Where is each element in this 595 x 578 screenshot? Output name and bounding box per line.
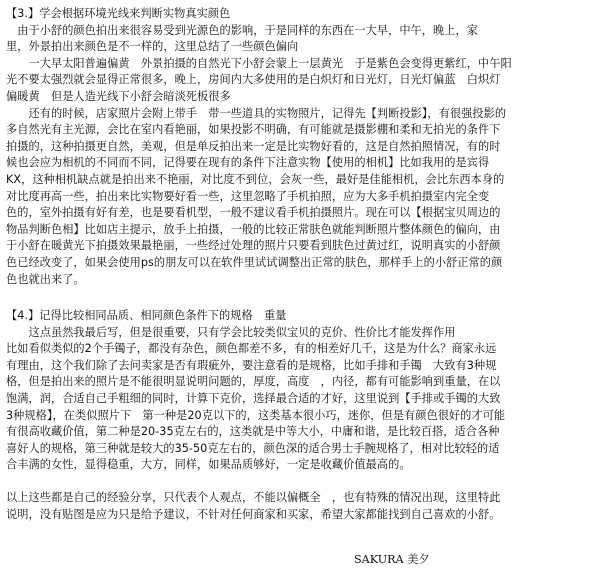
text-line: 还有的时候，店家照片会附上带手 带一些道具的实物照片，记得先【判断投影】，有很强投影的 [6,106,507,120]
text-line: 3种规格】，在类似照片下 第一种是20克以下的，这类基本很小巧，迷你，但是有颜色很好的才可能 [6,408,506,422]
section-4 [6,308,592,474]
text-line: 有很高收藏价值，第二种是20-35克左右的，这类就是中等大小，中庸和谐，是比较百搭，适合各种 [6,425,500,439]
text-line: 物品判断色相】比如店主提示，放手上拍摄，一般的比较正常肤色就能判断照片整体颜色的偏向，由 [6,222,501,236]
text-line: KX，这种相机缺点就是拍出来不艳丽，对比度不到位，会灰一些，最好是佳能相机，会比东西本身的 [6,172,505,186]
text-line: 色也就出来了。 [6,272,85,286]
text-line: 色已经改变了，如果会使用ps的朋友可以在软件里试试调整出正常的肤色，那样手上的小舒正常的颜 [6,255,503,269]
text-line: 里，外景拍出来颜色是不一样的，这里总结了一些颜色偏向 [6,40,299,54]
section-gap [6,288,592,308]
text-line: 有理由，这个我们除了去问卖家是否有瑕疵外，要注意看的是规格，比如手排和手镯 大致有3种规 [6,358,497,372]
text-line: 喜好人的规格，第三种就是较大的35-50克左右的，颜色深的适合男士手腕规格了，相对比较轻的适 [6,441,500,455]
text-line: 对比度再高一些，拍出来比实物要好看一些，这里忽略了手机拍照，应为大多手机拍摄室内完全变 [6,189,490,203]
section-3-heading: 【3.】学会根据环境光线来判断实物真实颜色 [6,7,231,20]
section-4-heading: 【4.】记得比较相同品质、相同颜色条件下的规格 重量 [6,309,287,323]
text-line: 说明，没有贴图是应为只是给予建议，不针对任何商家和买家，希望大家都能找到自己喜欢的小舒。 [6,507,501,521]
text-line: 候也会应为相机的不同而不同，记得要在现有的条件下注意实物【使用的相机】比如我用的是宾得 [6,156,490,170]
article-body [6,6,592,523]
section-3 [6,6,592,288]
text-line: 饱满，润，合适自己手粗细的同时，计算下克价，选择最合适的才好，这里说到【手排或手镯的大致 [6,392,501,406]
text-line: 色的，室外拍摄有好有差，也是要看机型，一般不建议看手机拍摄照片。现在可以【根据宝贝周边的 [6,206,501,220]
closing-paragraph [6,490,592,523]
text-line: 以上这些都是自己的经验分享，只代表个人观点，不能以偏概全 ，也有特殊的情况出现，这里特此 [6,491,501,505]
text-line: 合丰满的女性，显得稳重，大方，同样，如果品质够好，一定是收藏价值最高的。 [6,458,411,472]
section-gap [6,474,592,490]
text-line: 偏暖黄 但是人造光线下小舒会暗淡死板很多 [6,89,231,103]
text-line: 于小舒在暖黄光下拍摄效果最艳丽，一些经过处理的照片只要看到肤色过黄过红，说明真实的小舒颜 [6,239,501,253]
text-line: 拍摄的，这种拍摄更自然，美观，但是单反拍出来一定是比实物好看的，这是自然拍照情况，有的时 [6,139,501,153]
text-line: 这点虽然我最后写，但是很重要，只有学会比较类似宝贝的克价、性价比才能发挥作用 [6,325,456,339]
author-signature: SAKURA 美夕 [354,553,430,566]
text-line: 由于小舒的颜色拍出来很容易受到光源色的影响，于是同样的东西在一大早，中午，晚上，家 [6,23,478,37]
text-line: 一大早太阳普遍偏黄 外景拍摄的自然光下小舒会蒙上一层黄光 于是紫色会变得更紫红，中午阳 [6,56,512,70]
text-line: 光不要太强烈就会显得正常很多，晚上，房间内大多使用的是白炽灯和日光灯，日光灯偏蓝 白炽灯 [6,73,501,87]
text-line: 格，但是拍出来的照片是不能很明显说明问题的，厚度，高度 ，内径，都有可能影响到重量，在以 [6,375,501,389]
text-line: 比如看似类似的2个手镯子，都没有杂色，颜色都差不多，有的相差好几千，这是为什么？商家永远 [6,342,497,356]
text-line: 多自然光有主光源，会比在室内看艳丽，如果投影不明确，有可能就是摄影棚和柔和无拍光的条件下 [6,123,501,137]
